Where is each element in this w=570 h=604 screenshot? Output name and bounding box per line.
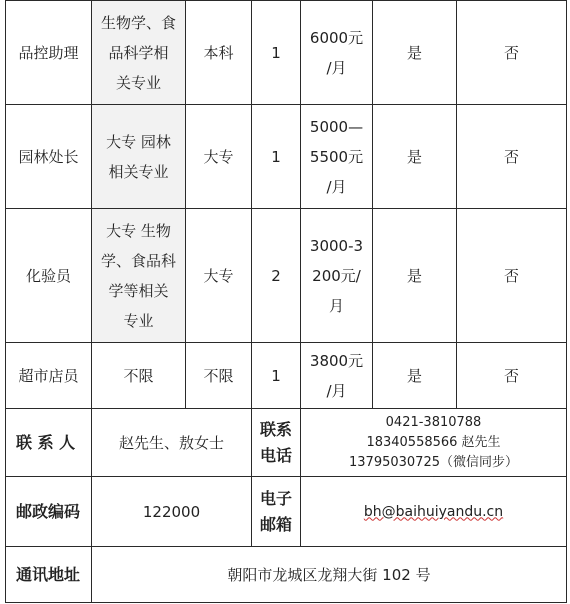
no-cell: 否 (457, 209, 567, 343)
salary-line: /月 (326, 177, 347, 196)
job-row (6, 343, 567, 409)
salary-line: /月 (326, 381, 347, 400)
major-cell: 不限 (92, 343, 186, 409)
no-cell: 否 (457, 105, 567, 209)
major-line: 专业 (123, 311, 154, 330)
major-line: 关专业 (115, 73, 161, 92)
salary-line: 3000-3 (309, 236, 364, 255)
major-cell (92, 105, 186, 209)
count-cell: 1 (252, 1, 301, 105)
major-line: 学、食品科 (100, 251, 176, 270)
email-label-line: 电子 (259, 488, 292, 508)
postal-value: 122000 (92, 477, 252, 547)
phone-line: 0421-3810788 (385, 414, 482, 430)
job-row (6, 209, 567, 343)
phone-label-line: 联系 (259, 419, 292, 439)
address-label: 通讯地址 (6, 547, 92, 603)
no-cell: 否 (457, 343, 567, 409)
salary-line: 3800元 (309, 351, 364, 370)
salary-cell (301, 343, 373, 409)
email-label-line: 邮箱 (259, 514, 292, 534)
count-cell: 1 (252, 105, 301, 209)
count-cell: 2 (252, 209, 301, 343)
contact-person-label: 联 系 人 (6, 409, 92, 477)
education-cell: 不限 (186, 343, 252, 409)
education-cell: 大专 (186, 105, 252, 209)
job-row (6, 105, 567, 209)
major-line: 生物学、食 (100, 13, 176, 32)
contact-row (6, 409, 567, 477)
postal-label: 邮政编码 (6, 477, 92, 547)
position-cell: 超市店员 (6, 343, 92, 409)
major-line: 大专 园林 (106, 132, 171, 151)
education-cell: 本科 (186, 1, 252, 105)
email-label (252, 477, 301, 547)
salary-line: 6000元 (309, 28, 364, 47)
salary-line: 200元/ (312, 266, 361, 285)
major-line: 学等相关 (108, 281, 169, 300)
major-cell (92, 1, 186, 105)
salary-line: /月 (326, 58, 347, 77)
education-cell: 大专 (186, 209, 252, 343)
yes-cell: 是 (373, 209, 457, 343)
phone-label-line: 电话 (259, 445, 292, 465)
major-line: 品科学相 (108, 43, 169, 62)
contact-person-value: 赵先生、敖女士 (92, 409, 252, 477)
address-row (6, 547, 567, 603)
no-cell: 否 (457, 1, 567, 105)
email-value (301, 477, 567, 547)
salary-cell (301, 209, 373, 343)
major-line: 大专 生物 (106, 221, 171, 240)
postal-row (6, 477, 567, 547)
major-cell (92, 209, 186, 343)
salary-cell (301, 1, 373, 105)
salary-line: 5000— (309, 117, 364, 136)
yes-cell: 是 (373, 105, 457, 209)
major-line: 相关专业 (108, 162, 169, 181)
phone-line: 13795030725（微信同步） (349, 454, 518, 470)
salary-cell (301, 105, 373, 209)
email-text: bh@baihuiyandu.cn (363, 503, 504, 520)
phone-label (252, 409, 301, 477)
recruitment-table (5, 0, 567, 603)
yes-cell: 是 (373, 1, 457, 105)
job-row (6, 1, 567, 105)
salary-line: 月 (328, 296, 344, 315)
count-cell: 1 (252, 343, 301, 409)
phone-line: 18340558566 赵先生 (366, 434, 501, 450)
position-cell: 化验员 (6, 209, 92, 343)
salary-line: 5500元 (309, 147, 364, 166)
position-cell: 品控助理 (6, 1, 92, 105)
address-value: 朝阳市龙城区龙翔大街 102 号 (92, 547, 567, 603)
phone-value (301, 409, 567, 477)
yes-cell: 是 (373, 343, 457, 409)
position-cell: 园林处长 (6, 105, 92, 209)
